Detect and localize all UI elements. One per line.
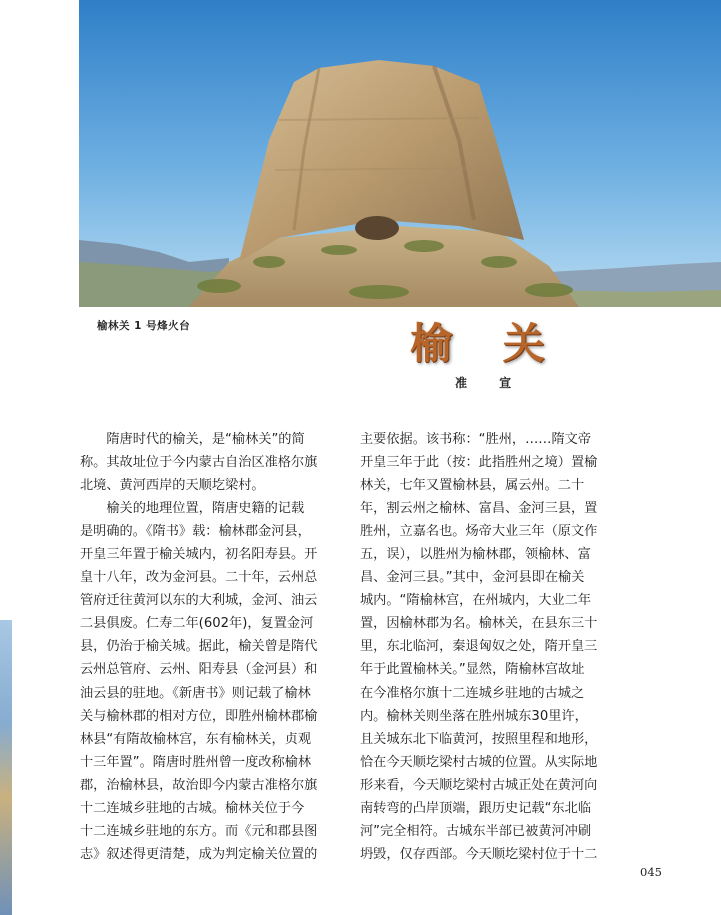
photo-caption: 榆林关 1 号烽火台	[97, 320, 191, 332]
article-column-left	[80, 428, 336, 866]
text-line: 形来看，今天顺圪梁村古城正处在黄河向	[360, 777, 598, 793]
text-line: 管府迁往黄河以东的大利城，金河、油云	[80, 593, 318, 609]
text-line: 关与榆林郡的相对方位，即胜州榆林郡榆	[80, 708, 318, 724]
facing-page-photo-edge	[0, 620, 12, 915]
text-line: 隋唐时代的榆关，是“榆林关”的简	[80, 432, 305, 447]
article-author: 准 宣	[455, 376, 526, 390]
text-line: 榆关的地理位置，隋唐史籍的记载	[80, 501, 305, 517]
text-line: 皇十八年，改为金河县。二十年，云州总	[80, 570, 318, 586]
text-line: 云州总管府、云州、阳寿县（金河县）和	[80, 662, 318, 678]
text-line: 五，误），以胜州为榆林郡，领榆林、富	[360, 547, 591, 563]
text-line: 是明确的。《隋书》载：榆林郡金河县，	[80, 524, 311, 540]
text-line: 南转弯的凸岸顶端，跟历史记载“东北临	[360, 800, 592, 816]
text-line: 河”完全相符。古城东半部已被黄河冲刷	[360, 823, 592, 839]
text-line: 昌、金河三县。”其中，金河县即在榆关	[360, 570, 585, 586]
text-line: 且关城东北下临黄河，按照里程和地形，	[360, 731, 598, 747]
text-line: 北境、黄河西岸的天顺圪梁村。	[80, 478, 265, 494]
text-line: 里，东北临河，秦退匈奴之处，隋开皇三	[360, 639, 598, 655]
page-number: 045	[640, 865, 662, 879]
article-column-right	[360, 428, 616, 866]
text-line: 年，割云州之榆林、富昌、金河三县，置	[360, 501, 598, 517]
text-line: 城内。“隋榆林宫，在州城内，大业二年	[360, 593, 592, 609]
article-title: 榆 关	[410, 319, 563, 368]
text-line: 十二连城乡驻地的东方。而《元和郡县图	[80, 823, 318, 839]
text-line: 年于此置榆林关。”显然，隋榆林宫故址	[360, 662, 585, 678]
text-line: 开皇三年于此（按：此指胜州之境）置榆	[360, 455, 598, 471]
text-line: 县，仍治于榆关城。据此，榆关曾是隋代	[80, 639, 318, 655]
beacon-tower-photo	[79, 0, 721, 307]
text-line: 胜州，立嘉名也。炀帝大业三年（原文作	[360, 524, 598, 540]
text-line: 在今准格尔旗十二连城乡驻地的古城之	[360, 685, 585, 701]
text-line: 内。榆林关则坐落在胜州城东30里许，	[360, 708, 588, 724]
text-line: 主要依据。该书称：“胜州，……隋文帝	[360, 432, 592, 447]
text-line: 十二连城乡驻地的古城。榆林关位于今	[80, 800, 305, 816]
text-line: 开皇三年置于榆关城内，初名阳寿县。开	[80, 547, 318, 563]
text-line: 称。其故址位于今内蒙古自治区准格尔旗	[80, 455, 318, 471]
text-line: 二县俱废。仁寿二年(602年)，复置金河	[80, 616, 314, 632]
text-line: 油云县的驻地。《新唐书》则记载了榆林	[80, 685, 311, 701]
text-line: 林关，七年又置榆林县，属云州。二十	[360, 478, 585, 494]
text-line: 置，因榆林郡为名。榆林关，在县东三十	[360, 616, 598, 632]
text-line: 志》叙述得更清楚，成为判定榆关位置的	[80, 846, 318, 862]
text-line: 郡，治榆林县，故治即今内蒙古准格尔旗	[80, 777, 318, 793]
text-line: 林县“有隋故榆林宫，东有榆林关，贞观	[80, 731, 312, 747]
text-line: 恰在今天顺圪梁村古城的位置。从实际地	[360, 754, 598, 770]
text-line: 坍毁，仅存西部。今天顺圪梁村位于十二	[360, 846, 598, 862]
text-line: 十三年置”。隋唐时胜州曾一度改称榆林	[80, 754, 312, 770]
